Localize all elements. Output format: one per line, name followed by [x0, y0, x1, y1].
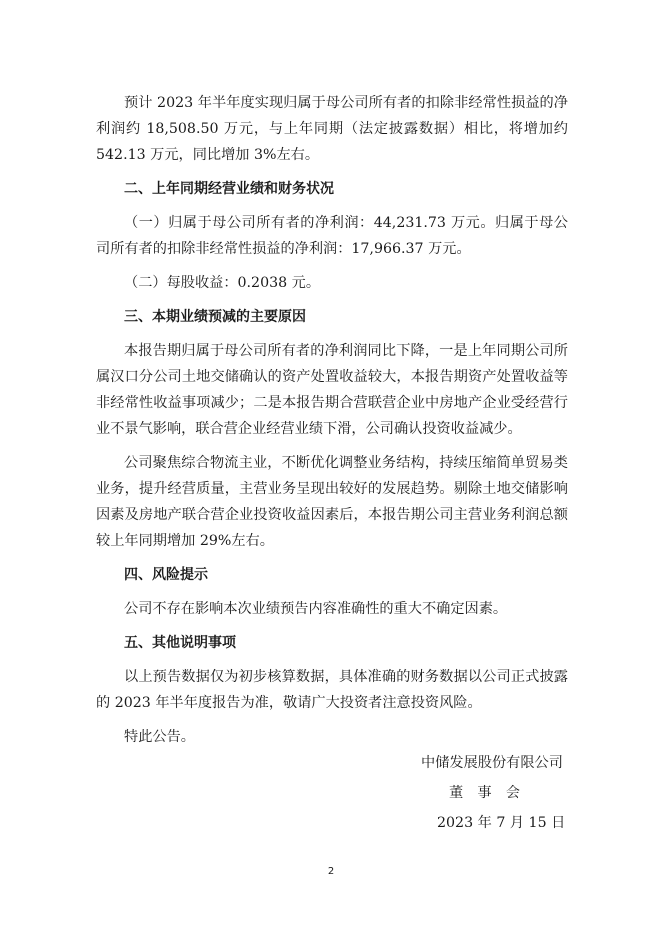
section-heading-other: 五、其他说明事项	[124, 635, 236, 651]
paragraph-closing: 特此公告。	[124, 729, 195, 745]
signature-company: 中储发展股份有限公司	[421, 755, 563, 771]
signature-board: 董 事 会	[449, 785, 520, 801]
signature-date: 2023 年 7 月 15 日	[437, 815, 566, 831]
paragraph-net-profit-forecast: 预计 2023 年半年度实现归属于母公司所有者的扣除非经常性损益的净利润约 18,508.50 万元，与上年同期（法定披露数据）相比，将增加约 542.13 万元，同比增加 3%左右。	[96, 95, 568, 163]
section-heading-reasons: 三、本期业绩预减的主要原因	[124, 309, 306, 325]
section-heading-prior-period: 二、上年同期经营业绩和财务状况	[124, 181, 334, 197]
paragraph-prior-net-profit: （一）归属于母公司所有者的净利润：44,231.73 万元。归属于母公司所有者的扣除非经常性损益的净利润：17,966.37 万元。	[96, 215, 568, 257]
paragraph-eps: （二）每股收益：0.2038 元。	[124, 275, 321, 291]
section-heading-risk: 四、风险提示	[124, 567, 208, 583]
paragraph-reason-two: 公司聚焦综合物流主业，不断优化调整业务结构，持续压缩简单贸易类业务，提升经营质量，主营业务呈现出较好的发展趋势。剔除土地交储影响因素及房地产联合营企业投资收益因素后，本报告期公司主营业务利润总额较上年同期增加 29%左右。	[96, 455, 568, 549]
paragraph-reason-one: 本报告期归属于母公司所有者的净利润同比下降，一是上年同期公司所属汉口分公司土地交储确认的资产处置收益较大，本报告期资产处置收益等非经常性收益事项减少；二是本报告期合营联营企业中房地产企业受经营行业不景气影响，联合营企业经营业绩下滑，公司确认投资收益减少。	[96, 343, 568, 437]
paragraph-other: 以上预告数据仅为初步核算数据，具体准确的财务数据以公司正式披露的 2023 年半年度报告为准，敬请广大投资者注意投资风险。	[96, 669, 568, 711]
paragraph-risk: 公司不存在影响本次业绩预告内容准确性的重大不确定因素。	[124, 601, 508, 617]
document-body	[96, 90, 568, 750]
page-number: 2	[327, 866, 335, 877]
